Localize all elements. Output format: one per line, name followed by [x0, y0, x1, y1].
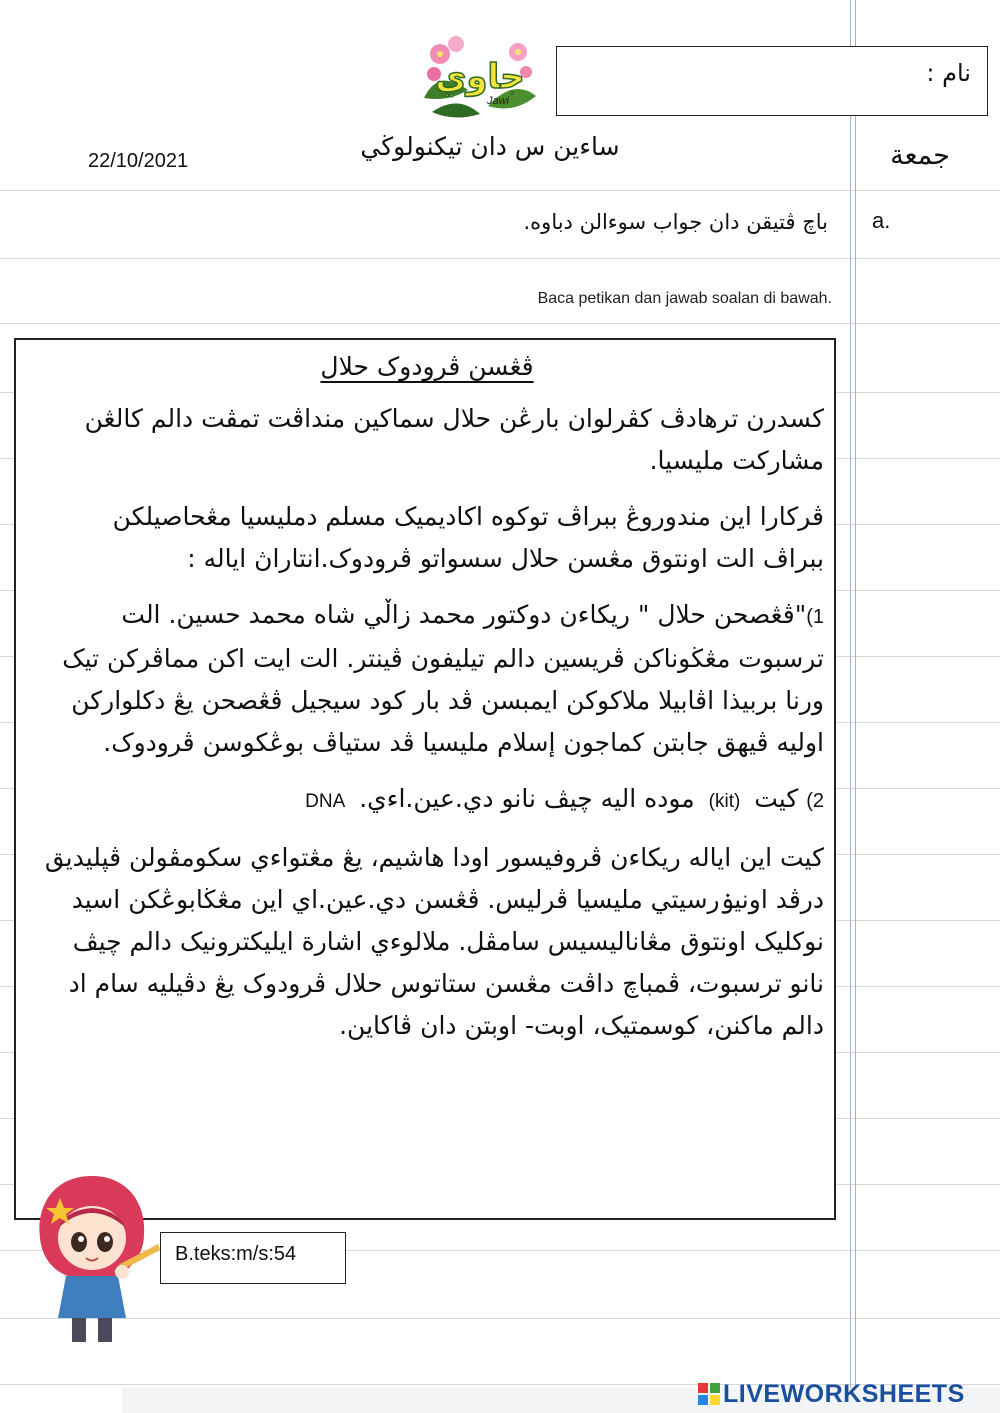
passage-body — [44, 398, 824, 1061]
jawi-logo — [418, 28, 540, 124]
dna-label: DNA — [305, 791, 346, 812]
instruction-jawi: باچ ڤتيقن دان جواب سوءالن دباوه. — [523, 210, 828, 234]
item-number: 1) — [806, 606, 824, 628]
passage-title-text: ڤڠسن ڤرودوک حلال — [320, 352, 534, 381]
passage-paragraph: ڤرکارا اين مندوروڠ ببراڤ توکوه اکاديميک مسلم دمليسيا مڠحاصيلکن ببراڤ الت اونتوق مڠسن حلال سسواتو ڤرودوک.انتاراڽ اياله : — [112, 502, 824, 573]
passage-paragraph: کسدرن ترهادڤ کڤرلوان بارڠن حلال سماکين منداڤت تمڤت دالم کالڠن مشارکت مليسيا. — [84, 404, 824, 475]
brand-name: LIVEWORKSHEETS — [723, 1379, 965, 1408]
margin-line — [855, 0, 856, 1413]
item-text: "ڤڠصحن حلال " ريکاءن دوکتور محمد زاڵي شاه محمد حسين. الت ترسبوت مڠڬوناکن ڤريسين دالم تيليفون ڤينتر. الت ايت اکن مماڤرکن تيک ورنا بربيذا اڤابيلا ملاکوکن ايمبسن ڤد بار کود سيجيل ڤڠصحن يڠ دکلوارکن اوليه ڤيهق جابتن کماجون إسلام مليسيا ڤد ستياڤ بوڠکوسن ڤرودوک. — [62, 600, 824, 757]
item-number: 2) — [806, 790, 824, 812]
reference-box — [160, 1232, 346, 1284]
date: 22/10/2021 — [88, 150, 189, 172]
logo-subtitle: Jawi — [486, 95, 510, 107]
day-label: جمعة — [890, 140, 950, 171]
item-word: کيت — [754, 784, 799, 813]
name-field[interactable] — [556, 46, 988, 116]
instruction-latin: Baca petikan dan jawab soalan di bawah. — [537, 290, 832, 307]
passage-item-1 — [44, 594, 824, 764]
liveworksheets-icon — [698, 1383, 720, 1405]
reference-text: B.teks:m/s:54 — [175, 1243, 297, 1265]
name-label: نام : — [926, 59, 971, 87]
girl-with-pencil-illustration — [22, 1168, 162, 1348]
kit-label: (kit) — [708, 791, 741, 812]
passage-box — [14, 338, 836, 1220]
liveworksheets-brand[interactable] — [698, 1378, 965, 1410]
question-marker: a. — [872, 208, 891, 233]
item-text: موده اليه چيڤ نانو دي.عين.اءي. — [359, 784, 695, 813]
passage-title — [16, 352, 838, 381]
passage-item-2 — [44, 778, 824, 823]
logo-title: جاوي — [435, 57, 525, 97]
passage-paragraph: کيت اين اياله ريکاءن ڤروفيسور اودا هاشيم، يڠ مڠتواءي سکومڤولن ڤڽليديق درڤد اونيۏرسيتي مليسيا ڤرليس. ڤڠسن دي.عين.اي اين مڠڬابوڠکن اسيد نوکليک اونتوق مڠاناليسيس سامڤل. ملالوءي اشارة ايليکترونيک دالم چيڤ نانو ترسبوت، ڤمباچ داڤت مڠسن ستاتوس حلال ڤرودوک يڠ دڤيليه سام اد دالم ماکنن، کوسمتيک، اوبت- اوبتن دان ڤاکاين. — [44, 843, 824, 1040]
margin-line — [850, 0, 851, 1413]
page-title: ساءين س دان تيکنولوڬي — [360, 132, 620, 161]
